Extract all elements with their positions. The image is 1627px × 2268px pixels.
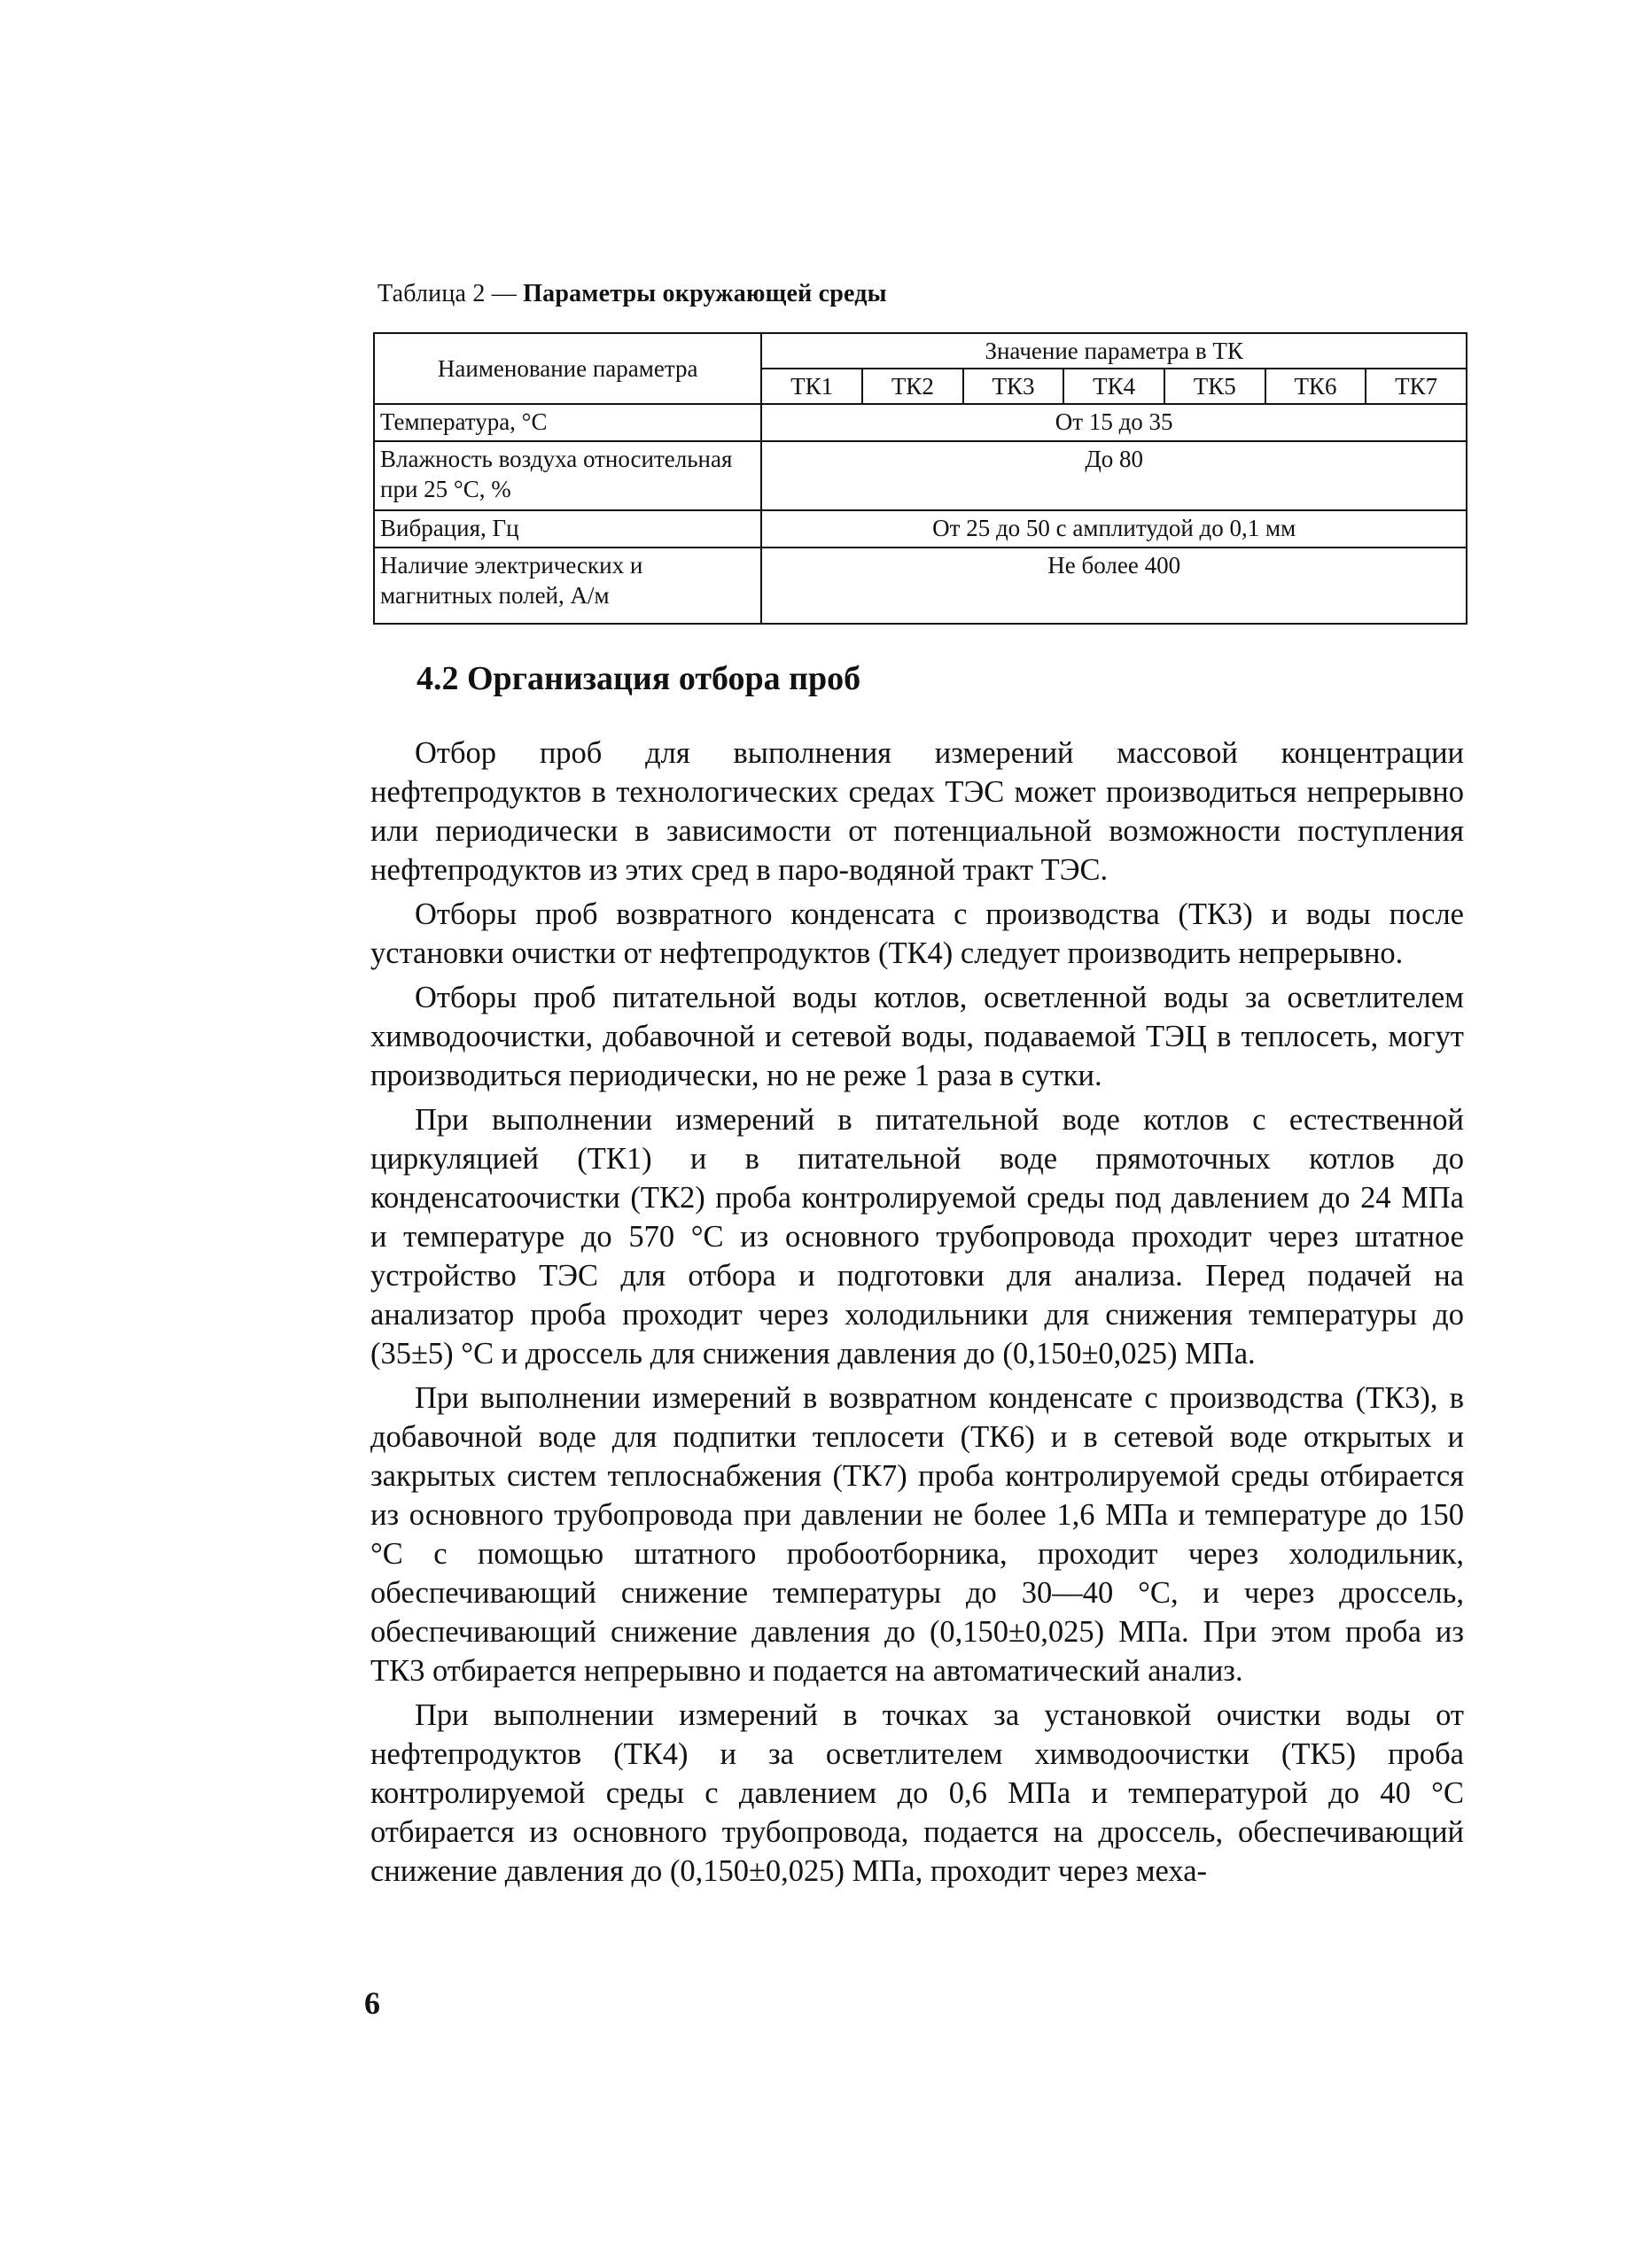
section-body: [370, 734, 1464, 1896]
table-row: [374, 548, 1467, 624]
paragraph: При выполнении измерений в питательной воде котлов с естественной циркуляцией (ТК1) и в питательной воде прямоточных котлов до конденсатоочистки (ТК2) проба контролируемой среды под давлением до 24 МПа и температуре до 570 °С из основного трубопровода проходит через штатное устройство ТЭС для отбора и подготовки для анализа. Перед подачей на анализатор проба проходит через холодильники для снижения температуры до (35±5) °С и дроссель для снижения давления до (0,150±0,025) МПа.: [370, 1103, 1464, 1371]
paragraph: При выполнении измерений в возвратном конденсате с производства (ТК3), в добавочной воде для подпитки теплосети (ТК6) и в сетевой воде открытых и закрытых систем теплоснабжения (ТК7) проба контролируемой среды отбирается из основного трубопровода при давлении не более 1,6 МПа и температуре до 150 °С с помощью штатного пробоотборника, проходит через холодильник, обеспечивающий снижение температуры до 30—40 °С, и через дроссель, обеспечивающий снижение давления до (0,150±0,025) МПа. При этом проба из ТК3 отбирается непрерывно и подается на автоматический анализ.: [370, 1381, 1464, 1688]
header-tk1: ТК1: [761, 369, 862, 404]
paragraph: Отборы проб питательной воды котлов, осветленной воды за осветлителем химводоочистки, добавочной и сетевой воды, подаваемой ТЭЦ в теплосеть, могут производиться периодически, но не реже 1 раза в сутки.: [370, 981, 1464, 1092]
table-caption: [378, 280, 887, 308]
header-tk6: ТК6: [1265, 369, 1366, 404]
paragraph: Отбор проб для выполнения измерений массовой концентрации нефтепродуктов в технологических средах ТЭС может производиться непрерывно или периодически в зависимости от потенциальной возможности поступления нефтепродуктов из этих сред в паро-водяной тракт ТЭС.: [370, 736, 1464, 887]
section-heading: 4.2 Организация отбора проб: [416, 660, 861, 697]
paragraph: Отборы проб возвратного конденсата с производства (ТК3) и воды после установки очистки от нефтепродуктов (ТК4) следует производить непрерывно.: [370, 897, 1464, 970]
table-row: [374, 441, 1467, 510]
table-row: [374, 510, 1467, 548]
row-name-humidity: Влажность воздуха относительная при 25 °С, %: [374, 441, 761, 510]
table-row: [374, 404, 1467, 441]
row-value-humidity: До 80: [761, 441, 1467, 510]
header-tk7: ТК7: [1366, 369, 1467, 404]
row-value-temperature: От 15 до 35: [761, 404, 1467, 441]
table-caption-prefix: Таблица 2 —: [378, 280, 524, 307]
row-name-vibration: Вибрация, Гц: [374, 510, 761, 548]
row-name-temperature: Температура, °С: [374, 404, 761, 441]
table-caption-title: Параметры окружающей среды: [523, 280, 887, 307]
header-parameter-name: Наименование параметра: [374, 333, 761, 404]
row-value-vibration: От 25 до 50 с амплитудой до 0,1 мм: [761, 510, 1467, 548]
header-tk3: ТК3: [963, 369, 1064, 404]
row-name-fields: Наличие электрических и магнитных полей, А/м: [374, 548, 761, 624]
row-value-fields: Не более 400: [761, 548, 1467, 624]
header-tk4: ТК4: [1063, 369, 1164, 404]
parameters-table: [373, 332, 1467, 625]
header-tk2: ТК2: [862, 369, 963, 404]
header-parameter-value: Значение параметра в ТК: [761, 333, 1467, 369]
paragraph: При выполнении измерений в точках за установкой очистки воды от нефтепродуктов (ТК4) и за осветлителем химводоочистки (ТК5) проба контролируемой среды с давлением до 0,6 МПа и температурой до 40 °С отбирается из основного трубопровода, подается на дроссель, обеспечивающий снижение давления до (0,150±0,025) МПа, проходит через меха-: [370, 1698, 1464, 1888]
table-header-row: [374, 333, 1467, 369]
page-number: 6: [364, 1985, 380, 2021]
header-tk5: ТК5: [1164, 369, 1265, 404]
